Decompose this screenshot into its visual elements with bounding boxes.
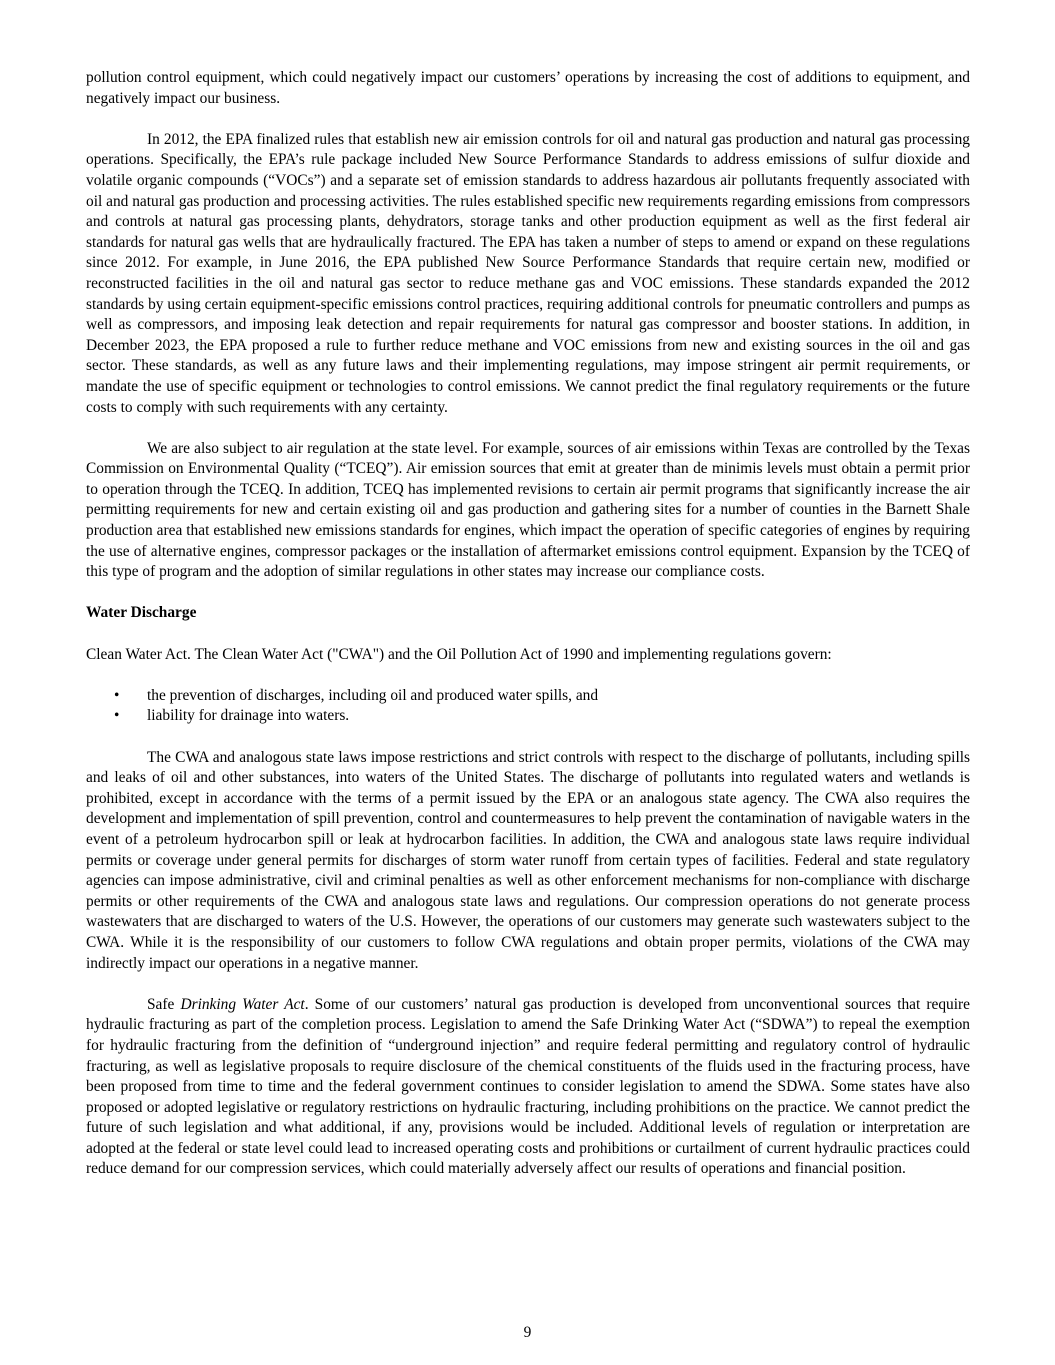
paragraph-cwa-details: The CWA and analogous state laws impose restrictions and strict controls with respect to the discharge of pollutants, including spills and leaks of oil and other substances, into waters of the United States. The discharge of pollutants into regulated waters and wetlands is prohibited, except in accordance with the terms of a permit issued by the EPA or an analogous state agency. The CWA also requires the development and implementation of spill prevention, control and countermeasures to help prevent the contamination of navigable waters in the event of a petroleum hydrocarbon spill or leak at hydrocarbon facilities. In addition, the CWA and analogous state laws require individual permits or coverage under general permits for discharges of storm water runoff from certain types of facilities. Federal and state regulatory agencies can impose administrative, civil and criminal penalties as well as other enforcement mechanisms for non-compliance with discharge permits or other requirements of the CWA and analogous state laws and regulations. Our compression operations do not generate process wastewaters that are discharged to waters of the U.S. However, the operations of our customers may generate such wastewaters subject to the CWA. While it is the responsibility of our customers to follow CWA regulations and obtain proper permits, violations of the CWA may indirectly impact our operations in a negative manner. bbox=[86, 748, 970, 972]
sdwa-italic-title: Drinking Water Act bbox=[180, 995, 305, 1013]
list-item-text: the prevention of discharges, including oil and produced water spills, and bbox=[147, 686, 599, 704]
paragraph-clean-water-act-intro: Clean Water Act. The Clean Water Act ("CWA") and the Oil Pollution Act of 1990 and implementing regulations govern: bbox=[86, 645, 832, 663]
document-body bbox=[86, 68, 970, 1201]
sdwa-body-text: . Some of our customers’ natural gas production is developed from unconventional sources that require hydraulic fracturing as part of the completion process. Legislation to amend the Safe Drinking Water Act (“SDWA”) to repeal the exemption for hydraulic fracturing from the definition of “underground injection” and require federal permitting and regulatory control of hydraulic fracturing, as well as legislative proposals to require disclosure of the chemical constituents of the fluids used in the fracturing process, have been proposed from time to time and the federal government continues to consider legislation to amend the SDWA. Some states have also proposed or adopted legislative or regulatory restrictions on hydraulic fracturing, including prohibitions on the practice. We cannot predict the future of such legislation and what additional, if any, provisions would be included. Additional levels of regulation or interpretation are adopted at the federal or state level could lead to increased operating costs and prohibitions or curtailment of current hydraulic practices could reduce demand for our compression services, which could materially adversely affect our results of operations and financial position. bbox=[86, 995, 970, 1178]
list-item bbox=[86, 706, 970, 727]
list-item-text: liability for drainage into waters. bbox=[147, 707, 350, 725]
bullet-icon: • bbox=[114, 686, 120, 704]
section-heading-water-discharge: Water Discharge bbox=[86, 604, 197, 622]
paragraph-state-air-regulation: We are also subject to air regulation at the state level. For example, sources of air emissions within Texas are controlled by the Texas Commission on Environmental Quality (“TCEQ”). Air emission sources that emit at greater than de minimis levels must obtain a permit prior to operation through the TCEQ. In addition, TCEQ has implemented revisions to certain air permit programs that significantly increase the air permitting requirements for new and certain existing oil and gas production and gathering sites for a number of counties in the Barnett Shale production area that established new emissions standards for engines, which impact the operation of specific categories of engines by requiring the use of alternative engines, compressor packages or the installation of aftermarket emissions control equipment. Expansion by the TCEQ of this type of program and the adoption of similar regulations in other states may increase our compliance costs. bbox=[86, 439, 970, 581]
paragraph-continuation: pollution control equipment, which could negatively impact our customers’ operations by increasing the cost of additions to equipment, and negatively impact our business. bbox=[86, 69, 970, 107]
bullet-list bbox=[86, 686, 970, 727]
bullet-icon: • bbox=[114, 707, 120, 725]
paragraph-safe-drinking-water-act bbox=[86, 995, 970, 1180]
list-item bbox=[86, 686, 970, 707]
paragraph-epa-rules: In 2012, the EPA finalized rules that establish new air emission controls for oil and natural gas production and natural gas processing operations. Specifically, the EPA’s rule package included New Source Performance Standards to address emissions of sulfur dioxide and volatile organic compounds (“VOCs”) and a separate set of emission standards to address hazardous air pollutants frequently associated with oil and natural gas production and processing activities. The rules established specific new requirements regarding emissions from compressors and controls at natural gas processing plants, dehydrators, storage tanks and other production equipment as well as the first federal air standards for natural gas wells that are hydraulically fractured. The EPA has taken a number of steps to amend or expand on these regulations since 2012. For example, in June 2016, the EPA published New Source Performance Standards that require certain new, modified or reconstructed facilities in the oil and natural gas sector to reduce methane gas and VOC emissions. These standards expanded the 2012 standards by using certain equipment-specific emissions control practices, requiring additional controls for pneumatic controllers and pumps as well as compressors, and imposing leak detection and repair requirements for natural gas compressor and booster stations. In addition, in December 2023, the EPA proposed a rule to further reduce methane and VOC emissions from new and existing sources in the oil and gas sector. These standards, as well as any future laws and their implementing regulations, may impose stringent air permit requirements, or mandate the use of specific equipment or technologies to control emissions. We cannot predict the final regulatory requirements or the future costs to comply with such requirements with any certainty. bbox=[86, 130, 970, 416]
page-number: 9 bbox=[523, 1324, 532, 1341]
sdwa-lead-text: Safe bbox=[147, 995, 181, 1013]
